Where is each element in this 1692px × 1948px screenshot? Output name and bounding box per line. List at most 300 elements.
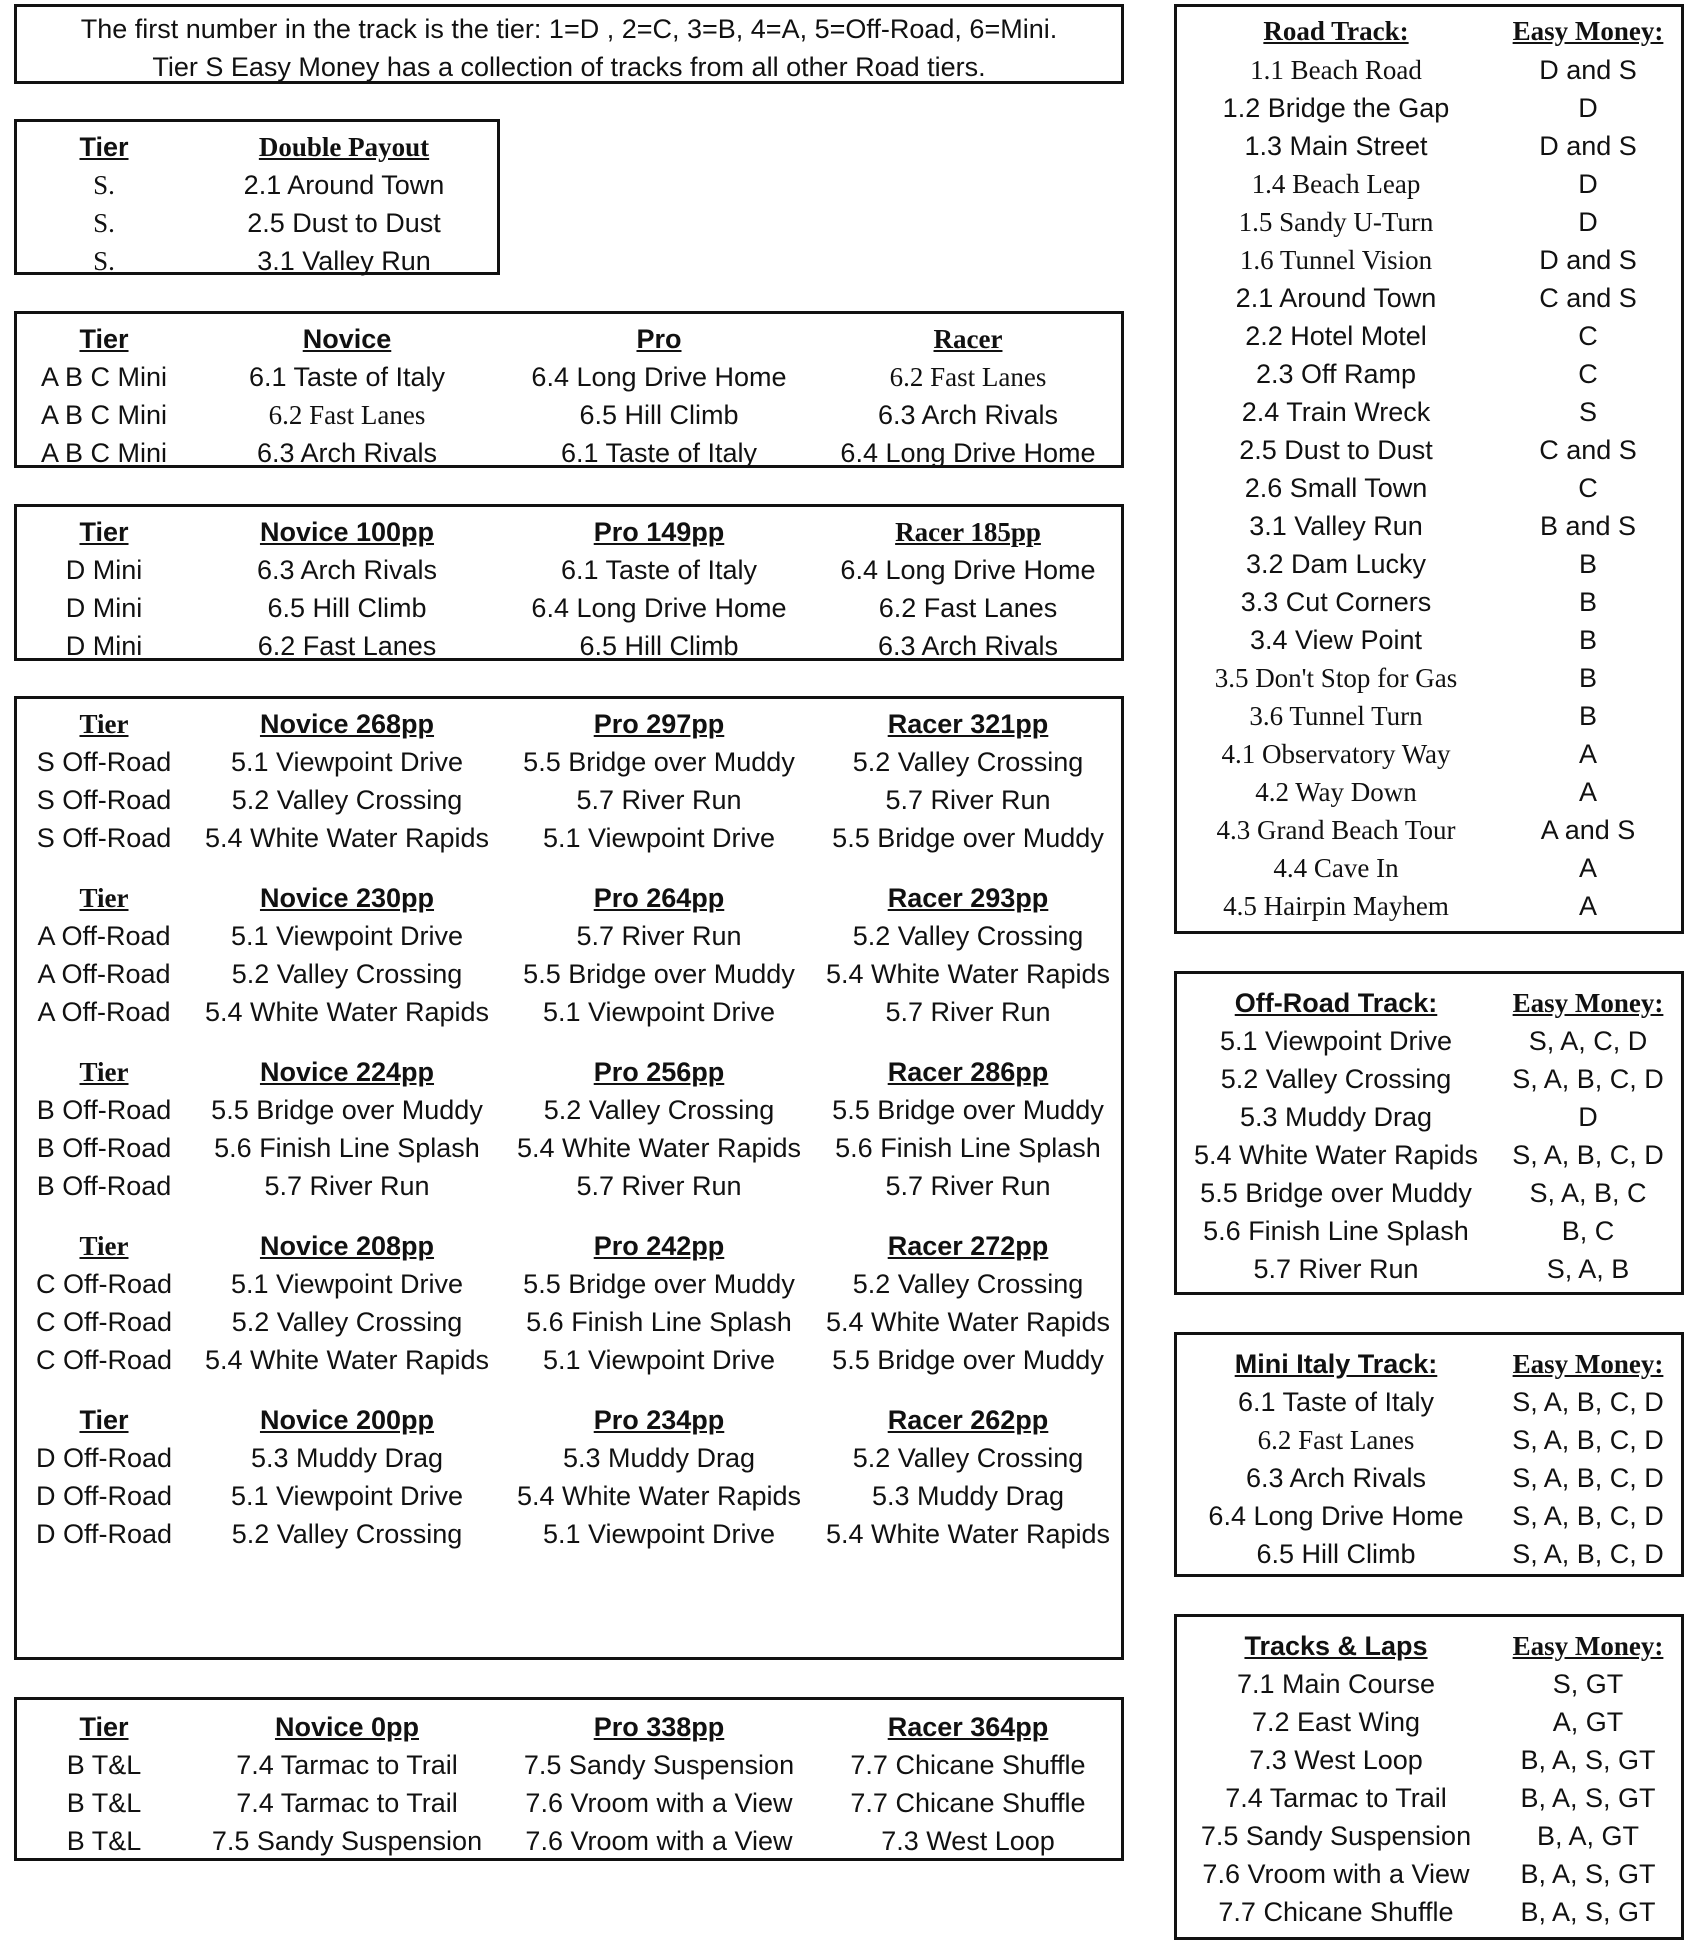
- cell-easy-money: B, A, S, GT: [1520, 1858, 1656, 1889]
- cell-easy-money: B: [1578, 624, 1597, 655]
- header-novice: Novice 200pp: [259, 1404, 435, 1435]
- cell-easy-money: S, A, B, C, D: [1512, 1538, 1664, 1569]
- table-row: [1177, 1098, 1681, 1136]
- cell-track: 3.5 Don't Stop for Gas: [1214, 662, 1458, 693]
- table-row: [17, 1303, 1121, 1341]
- cell-track: 1.6 Tunnel Vision: [1239, 244, 1433, 275]
- table-row: [17, 781, 1121, 819]
- table-row: [1177, 165, 1681, 203]
- header-offroad-track: Off-Road Track:: [1234, 987, 1438, 1018]
- cell-novice: 7.5 Sandy Suspension: [211, 1825, 483, 1856]
- cell-easy-money: A: [1578, 852, 1597, 883]
- header-racer: Racer 293pp: [887, 882, 1049, 913]
- cell-racer: 6.4 Long Drive Home: [840, 554, 1096, 585]
- table-row: [1177, 583, 1681, 621]
- table-row: [17, 917, 1121, 955]
- table-row: [1177, 51, 1681, 89]
- header-pro: Pro: [636, 323, 682, 354]
- table-row: [1177, 317, 1681, 355]
- header-novice: Novice 100pp: [259, 516, 435, 547]
- cell-tier: D Mini: [65, 592, 143, 623]
- mini-italy-track-table: [1174, 1332, 1684, 1577]
- cell-tier: D Mini: [65, 630, 143, 661]
- cell-easy-money: B: [1578, 548, 1597, 579]
- cell-pro: 6.1 Taste of Italy: [560, 554, 758, 585]
- offroad-track-table: [1174, 971, 1684, 1295]
- cell-novice: 6.2 Fast Lanes: [257, 630, 437, 661]
- cell-novice: 5.1 Viewpoint Drive: [230, 920, 464, 951]
- header-tier: Tier: [79, 882, 129, 913]
- header-tier: Tier: [79, 1711, 129, 1742]
- cell-track: 7.6 Vroom with a View: [1202, 1858, 1470, 1889]
- cell-track: 5.6 Finish Line Splash: [1203, 1215, 1469, 1246]
- cell-pro: 5.2 Valley Crossing: [543, 1094, 775, 1125]
- header-easy-money: Easy Money:: [1512, 1348, 1664, 1379]
- cell-tier: D Mini: [65, 554, 143, 585]
- group-header-row: [17, 879, 1121, 917]
- table-row: [1177, 469, 1681, 507]
- cell-novice: 5.4 White Water Rapids: [204, 1344, 490, 1375]
- cell-easy-money: D and S: [1539, 244, 1637, 275]
- dp-tier: S.: [93, 207, 115, 238]
- table-row: [17, 1477, 1121, 1515]
- group-spacer: [17, 857, 1121, 879]
- table-row: [1177, 1174, 1681, 1212]
- cell-racer: 5.7 River Run: [885, 784, 1051, 815]
- cell-track: 1.2 Bridge the Gap: [1222, 92, 1450, 123]
- table-row: [1177, 1535, 1681, 1573]
- cell-tier: A B C Mini: [40, 399, 168, 430]
- cell-racer: 5.5 Bridge over Muddy: [832, 822, 1104, 853]
- cell-tier: C Off-Road: [35, 1306, 173, 1337]
- dp-tier: S.: [93, 169, 115, 200]
- cell-easy-money: A, GT: [1552, 1706, 1624, 1737]
- cell-tier: S Off-Road: [36, 822, 172, 853]
- cell-easy-money: S, A, B, C, D: [1512, 1462, 1664, 1493]
- cell-tier: A B C Mini: [40, 437, 168, 468]
- table-row: [17, 993, 1121, 1031]
- cell-tier: B Off-Road: [36, 1170, 172, 1201]
- cell-track: 5.5 Bridge over Muddy: [1200, 1177, 1472, 1208]
- cell-racer: 5.4 White Water Rapids: [825, 1518, 1111, 1549]
- header-racer: Racer 262pp: [887, 1404, 1049, 1435]
- cell-pro: 5.7 River Run: [576, 920, 742, 951]
- cell-easy-money: S, A, B, C, D: [1512, 1139, 1664, 1170]
- cell-track: 7.3 West Loop: [1249, 1744, 1423, 1775]
- cell-easy-money: S, A, B, C: [1529, 1177, 1647, 1208]
- cell-easy-money: C: [1578, 472, 1598, 503]
- cell-easy-money: C and S: [1539, 282, 1637, 313]
- table-row: [17, 1167, 1121, 1205]
- table-row: [17, 589, 1121, 627]
- table-row: [17, 551, 1121, 589]
- cell-easy-money: A: [1578, 776, 1597, 807]
- cell-pro: 5.1 Viewpoint Drive: [542, 996, 776, 1027]
- intro-text: [17, 7, 1121, 86]
- cell-tier: A B C Mini: [40, 361, 168, 392]
- cell-tier: D Off-Road: [35, 1518, 173, 1549]
- cell-easy-money: B, A, S, GT: [1520, 1744, 1656, 1775]
- header-racer: Racer: [933, 323, 1003, 354]
- cell-racer: 6.2 Fast Lanes: [889, 361, 1047, 392]
- cell-track: 1.3 Main Street: [1244, 130, 1428, 161]
- table-row: [1177, 1497, 1681, 1535]
- cell-novice: 6.1 Taste of Italy: [248, 361, 446, 392]
- cell-novice: 5.5 Bridge over Muddy: [211, 1094, 483, 1125]
- cell-novice: 5.6 Finish Line Splash: [214, 1132, 480, 1163]
- cell-tier: D Off-Road: [35, 1442, 173, 1473]
- cell-track: 2.4 Train Wreck: [1241, 396, 1431, 427]
- cell-novice: 5.1 Viewpoint Drive: [230, 1480, 464, 1511]
- dp-tier: S.: [93, 245, 115, 276]
- cell-track: 5.3 Muddy Drag: [1239, 1101, 1433, 1132]
- cell-racer: 5.2 Valley Crossing: [852, 746, 1084, 777]
- cell-easy-money: S, A, C, D: [1528, 1025, 1648, 1056]
- cell-track: 1.1 Beach Road: [1250, 54, 1422, 85]
- table-row: [1177, 1459, 1681, 1497]
- table-row: [1177, 545, 1681, 583]
- group-header-row: [17, 705, 1121, 743]
- cell-tier: A Off-Road: [37, 958, 171, 989]
- table-row: [1177, 1893, 1681, 1931]
- header-mini-italy-track: Mini Italy Track:: [1234, 1348, 1438, 1379]
- group-spacer: [17, 1205, 1121, 1227]
- cell-racer: 7.3 West Loop: [881, 1825, 1055, 1856]
- table-row: [17, 627, 1121, 665]
- header-racer: Racer 364pp: [887, 1711, 1049, 1742]
- group-header-row: [17, 1227, 1121, 1265]
- table-row: [1177, 241, 1681, 279]
- cell-track: 7.7 Chicane Shuffle: [1218, 1896, 1454, 1927]
- cell-novice: 5.2 Valley Crossing: [231, 1518, 463, 1549]
- group-spacer: [17, 1031, 1121, 1053]
- cell-tier: C Off-Road: [35, 1268, 173, 1299]
- cell-track: 4.2 Way Down: [1255, 776, 1417, 807]
- cell-racer: 5.2 Valley Crossing: [852, 1268, 1084, 1299]
- header-tracks-laps: Tracks & Laps: [1244, 1630, 1428, 1661]
- cell-racer: 6.3 Arch Rivals: [877, 630, 1059, 661]
- cell-novice: 7.4 Tarmac to Trail: [236, 1787, 458, 1818]
- cell-track: 2.1 Around Town: [1235, 282, 1437, 313]
- cell-easy-money: B, C: [1561, 1215, 1615, 1246]
- table-row: [1177, 89, 1681, 127]
- dp-track: 3.1 Valley Run: [257, 245, 431, 276]
- table-row: [1177, 431, 1681, 469]
- cell-racer: 6.2 Fast Lanes: [878, 592, 1058, 623]
- header-novice: Novice 224pp: [259, 1056, 435, 1087]
- cell-easy-money: A: [1578, 738, 1597, 769]
- cell-racer: 5.7 River Run: [885, 996, 1051, 1027]
- cell-easy-money: B, A, S, GT: [1520, 1782, 1656, 1813]
- cell-easy-money: S, A, B, C, D: [1512, 1386, 1664, 1417]
- cell-racer: 5.5 Bridge over Muddy: [832, 1344, 1104, 1375]
- cell-tier: B T&L: [66, 1825, 142, 1856]
- cell-easy-money: B: [1578, 700, 1597, 731]
- header-racer: Racer 272pp: [887, 1230, 1049, 1261]
- table-row: [1177, 735, 1681, 773]
- cell-pro: 6.5 Hill Climb: [579, 399, 739, 430]
- tracks-laps-table: [1174, 1614, 1684, 1940]
- table-row: [17, 358, 1121, 396]
- cell-pro: 6.1 Taste of Italy: [560, 437, 758, 468]
- cell-track: 6.5 Hill Climb: [1256, 1538, 1416, 1569]
- header-tier: Tier: [79, 516, 129, 547]
- cell-tier: S Off-Road: [36, 746, 172, 777]
- group-header-row: [17, 1053, 1121, 1091]
- table-row: [1177, 279, 1681, 317]
- cell-racer: 5.6 Finish Line Splash: [835, 1132, 1101, 1163]
- table-row: [1177, 393, 1681, 431]
- header-pro: Pro 256pp: [593, 1056, 725, 1087]
- table-row: [1177, 1817, 1681, 1855]
- table-row: [1177, 355, 1681, 393]
- header-tier: Tier: [79, 1230, 129, 1261]
- intro-line-2: Tier S Easy Money has a collection of tracks from all other Road tiers.: [152, 52, 986, 82]
- cell-racer: 5.2 Valley Crossing: [852, 920, 1084, 951]
- cell-tier: B T&L: [66, 1749, 142, 1780]
- cell-novice: 7.4 Tarmac to Trail: [236, 1749, 458, 1780]
- cell-pro: 5.1 Viewpoint Drive: [542, 1518, 776, 1549]
- header-pro: Pro 242pp: [593, 1230, 725, 1261]
- table-row: [17, 1746, 1121, 1784]
- cell-track: 4.1 Observatory Way: [1221, 738, 1451, 769]
- table-row: [1177, 811, 1681, 849]
- table-row: [1177, 1212, 1681, 1250]
- cell-racer: 5.4 White Water Rapids: [825, 1306, 1111, 1337]
- cell-easy-money: C: [1578, 358, 1598, 389]
- table-row: [1177, 203, 1681, 241]
- table-row: [1177, 1741, 1681, 1779]
- table-row: [17, 1091, 1121, 1129]
- table-row: [17, 396, 1121, 434]
- cell-pro: 7.6 Vroom with a View: [525, 1825, 793, 1856]
- cell-tier: B Off-Road: [36, 1094, 172, 1125]
- cell-track: 3.6 Tunnel Turn: [1249, 700, 1423, 731]
- header-tier: Tier: [79, 1404, 129, 1435]
- cell-easy-money: S, A, B, C, D: [1512, 1063, 1664, 1094]
- road-track-table: [1174, 4, 1684, 934]
- cell-track: 3.4 View Point: [1249, 624, 1423, 655]
- table-row: [1177, 1665, 1681, 1703]
- cell-racer: 7.7 Chicane Shuffle: [850, 1787, 1086, 1818]
- tarmac-laps-table: [14, 1697, 1124, 1861]
- mini-abc-table: [14, 311, 1124, 468]
- intro-box: [14, 4, 1124, 84]
- cell-racer: 5.3 Muddy Drag: [871, 1480, 1065, 1511]
- cell-pro: 5.5 Bridge over Muddy: [523, 958, 795, 989]
- cell-pro: 6.4 Long Drive Home: [531, 361, 787, 392]
- cell-novice: 5.4 White Water Rapids: [204, 996, 490, 1027]
- cell-easy-money: B, A, GT: [1536, 1820, 1640, 1851]
- intro-line-1: The first number in the track is the tier: 1=D , 2=C, 3=B, 4=A, 5=Off-Road, 6=Mini.: [80, 14, 1058, 44]
- header-easy-money: Easy Money:: [1512, 987, 1664, 1018]
- cell-track: 1.5 Sandy U-Turn: [1238, 206, 1434, 237]
- table-row: [1177, 621, 1681, 659]
- cell-easy-money: B: [1578, 662, 1597, 693]
- cell-pro: 7.6 Vroom with a View: [525, 1787, 793, 1818]
- cell-racer: 5.7 River Run: [885, 1170, 1051, 1201]
- cell-racer: 6.3 Arch Rivals: [877, 399, 1059, 430]
- cell-racer: 5.5 Bridge over Muddy: [832, 1094, 1104, 1125]
- table-row: [17, 743, 1121, 781]
- header-pro: Pro 297pp: [593, 708, 725, 739]
- table-row: [1177, 1250, 1681, 1288]
- cell-easy-money: S, A, B, C, D: [1512, 1424, 1664, 1455]
- cell-track: 4.4 Cave In: [1273, 852, 1399, 883]
- offroad-table: [14, 696, 1124, 1660]
- header-tier: Tier: [79, 708, 129, 739]
- cell-pro: 5.6 Finish Line Splash: [526, 1306, 792, 1337]
- cell-track: 7.2 East Wing: [1251, 1706, 1421, 1737]
- cell-easy-money: S: [1578, 396, 1597, 427]
- cell-easy-money: D: [1578, 206, 1598, 237]
- cell-pro: 5.5 Bridge over Muddy: [523, 1268, 795, 1299]
- table-row: [1177, 127, 1681, 165]
- cell-pro: 5.7 River Run: [576, 1170, 742, 1201]
- cell-novice: 6.3 Arch Rivals: [256, 437, 438, 468]
- dp-track: 2.5 Dust to Dust: [247, 207, 441, 238]
- cell-track: 2.6 Small Town: [1244, 472, 1428, 503]
- header-racer: Racer 286pp: [887, 1056, 1049, 1087]
- table-row: [1177, 697, 1681, 735]
- cell-track: 3.2 Dam Lucky: [1245, 548, 1427, 579]
- cell-easy-money: S, A, B: [1546, 1253, 1630, 1284]
- table-row: [1177, 1703, 1681, 1741]
- cell-racer: 5.2 Valley Crossing: [852, 1442, 1084, 1473]
- table-row: [1177, 887, 1681, 925]
- cell-track: 7.5 Sandy Suspension: [1200, 1820, 1472, 1851]
- cell-pro: 5.5 Bridge over Muddy: [523, 746, 795, 777]
- cell-novice: 5.2 Valley Crossing: [231, 1306, 463, 1337]
- table-row: [1177, 507, 1681, 545]
- cell-pro: 7.5 Sandy Suspension: [523, 1749, 795, 1780]
- cell-tier: A Off-Road: [37, 920, 171, 951]
- table-row: [1177, 659, 1681, 697]
- mini-d-table: [14, 504, 1124, 661]
- header-pro: Pro 149pp: [593, 516, 725, 547]
- table-row: [17, 955, 1121, 993]
- cell-track: 5.1 Viewpoint Drive: [1219, 1025, 1453, 1056]
- table-row: [1177, 849, 1681, 887]
- header-racer: Racer 185pp: [895, 516, 1041, 547]
- cell-pro: 5.1 Viewpoint Drive: [542, 1344, 776, 1375]
- cell-easy-money: D: [1578, 168, 1598, 199]
- group-spacer: [17, 1379, 1121, 1401]
- group-header-row: [17, 1401, 1121, 1439]
- cell-novice: 5.7 River Run: [264, 1170, 430, 1201]
- cell-pro: 6.5 Hill Climb: [579, 630, 739, 661]
- cell-novice: 5.3 Muddy Drag: [250, 1442, 444, 1473]
- table-row: [17, 819, 1121, 857]
- header-pro: Pro 264pp: [593, 882, 725, 913]
- header-road-track: Road Track:: [1263, 15, 1409, 46]
- cell-track: 4.5 Hairpin Mayhem: [1223, 890, 1449, 921]
- table-row: [1177, 1779, 1681, 1817]
- header-novice: Novice 0pp: [274, 1711, 420, 1742]
- table-row: [17, 1129, 1121, 1167]
- cell-track: 5.7 River Run: [1253, 1253, 1419, 1284]
- table-row: [17, 434, 1121, 472]
- cell-easy-money: B, A, S, GT: [1520, 1896, 1656, 1927]
- cell-easy-money: B: [1578, 586, 1597, 617]
- header-tier: Tier: [79, 131, 129, 162]
- header-tier: Tier: [79, 1056, 129, 1087]
- cell-tier: A Off-Road: [37, 996, 171, 1027]
- header-novice: Novice 268pp: [259, 708, 435, 739]
- header-pro: Pro 234pp: [593, 1404, 725, 1435]
- cell-easy-money: D: [1578, 92, 1598, 123]
- double-payout-table: [14, 119, 500, 275]
- dp-track: 2.1 Around Town: [243, 169, 445, 200]
- table-row: [17, 1822, 1121, 1860]
- cell-track: 6.1 Taste of Italy: [1237, 1386, 1435, 1417]
- cell-track: 3.3 Cut Corners: [1240, 586, 1432, 617]
- cell-track: 3.1 Valley Run: [1249, 510, 1423, 541]
- cell-easy-money: D and S: [1539, 130, 1637, 161]
- table-row: [1177, 1022, 1681, 1060]
- cell-racer: 7.7 Chicane Shuffle: [850, 1749, 1086, 1780]
- cell-novice: 5.2 Valley Crossing: [231, 958, 463, 989]
- table-row: [17, 1341, 1121, 1379]
- cell-pro: 6.4 Long Drive Home: [531, 592, 787, 623]
- table-row: [17, 1515, 1121, 1553]
- table-row: [17, 1439, 1121, 1477]
- cell-easy-money: S, A, B, C, D: [1512, 1500, 1664, 1531]
- cell-track: 2.3 Off Ramp: [1255, 358, 1417, 389]
- header-double-payout: Double Payout: [258, 131, 430, 162]
- cell-track: 4.3 Grand Beach Tour: [1216, 814, 1456, 845]
- table-row: [1177, 773, 1681, 811]
- cell-novice: 5.1 Viewpoint Drive: [230, 1268, 464, 1299]
- cell-track: 6.4 Long Drive Home: [1208, 1500, 1464, 1531]
- cell-pro: 5.1 Viewpoint Drive: [542, 822, 776, 853]
- cell-tier: C Off-Road: [35, 1344, 173, 1375]
- header-racer: Racer 321pp: [887, 708, 1049, 739]
- cell-easy-money: A: [1578, 890, 1597, 921]
- cell-track: 6.2 Fast Lanes: [1257, 1424, 1415, 1455]
- cell-easy-money: D: [1578, 1101, 1598, 1132]
- header-tier: Tier: [79, 323, 129, 354]
- cell-pro: 5.4 White Water Rapids: [516, 1480, 802, 1511]
- cell-novice: 5.4 White Water Rapids: [204, 822, 490, 853]
- cell-novice: 6.3 Arch Rivals: [256, 554, 438, 585]
- cell-track: 6.3 Arch Rivals: [1245, 1462, 1427, 1493]
- table-row: [1177, 1421, 1681, 1459]
- cell-novice: 6.5 Hill Climb: [267, 592, 427, 623]
- header-easy-money: Easy Money:: [1512, 1630, 1664, 1661]
- cell-easy-money: S, GT: [1552, 1668, 1624, 1699]
- cell-track: 2.5 Dust to Dust: [1239, 434, 1433, 465]
- cell-easy-money: A and S: [1540, 814, 1636, 845]
- header-novice: Novice 230pp: [259, 882, 435, 913]
- cell-racer: 5.4 White Water Rapids: [825, 958, 1111, 989]
- cell-novice: 5.1 Viewpoint Drive: [230, 746, 464, 777]
- cell-pro: 5.4 White Water Rapids: [516, 1132, 802, 1163]
- cell-racer: 6.4 Long Drive Home: [840, 437, 1096, 468]
- cell-track: 7.1 Main Course: [1236, 1668, 1436, 1699]
- cell-track: 5.2 Valley Crossing: [1220, 1063, 1452, 1094]
- cell-tier: B T&L: [66, 1787, 142, 1818]
- cell-easy-money: D and S: [1539, 54, 1637, 85]
- header-easy-money: Easy Money:: [1512, 15, 1664, 46]
- cell-novice: 5.2 Valley Crossing: [231, 784, 463, 815]
- table-row: [1177, 1136, 1681, 1174]
- cell-track: 1.4 Beach Leap: [1251, 168, 1421, 199]
- cell-track: 7.4 Tarmac to Trail: [1225, 1782, 1447, 1813]
- cell-track: 2.2 Hotel Motel: [1245, 320, 1427, 351]
- cell-easy-money: B and S: [1539, 510, 1637, 541]
- cell-easy-money: C and S: [1539, 434, 1637, 465]
